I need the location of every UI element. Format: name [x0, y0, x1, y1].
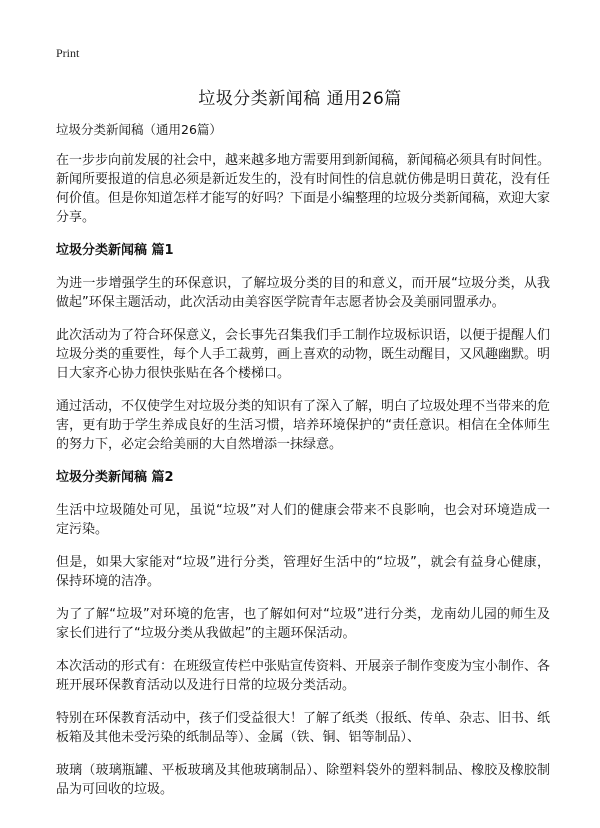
paragraph: 通过活动，不仅使学生对垃圾分类的知识有了深入了解，明白了垃圾处理不当带来的危害，更有助于学生养成良好的生活习惯，培养环境保护的“责任意识。相信在全体师生的努力下，必定会给美丽的大自然增添一抹绿意。 [56, 399, 551, 452]
article-body [56, 121, 550, 813]
intro-paragraph: 在一步步向前发展的社会中，越来越多地方需要用到新闻稿，新闻稿必须具有时间性。新闻所要报道的信息必须是新近发生的，没有时间性的信息就仿佛是明日黄花，没有任何价值。但是你知道怎样才能写的好吗？下面是小编整理的垃圾分类新闻稿，欢迎大家分享。 [56, 153, 551, 225]
paragraph: 为进一步增强学生的环保意识，了解垃圾分类的目的和意义，而开展“垃圾分类，从我做起”环保主题活动，此次活动由美容医学院青年志愿者协会及美丽同盟承办。 [56, 276, 550, 310]
section-heading-1: 垃圾分类新闻稿 篇1 [56, 243, 174, 258]
paragraph: 本次活动的形式有：在班级宣传栏中张贴宣传资料、开展亲子制作变废为宝小制作、各班开展环保教育活动以及进行日常的垃圾分类活动。 [56, 659, 551, 693]
paragraph: 为了了解“垃圾”对环境的危害，也了解如何对“垃圾”进行分类，龙南幼儿园的师生及家长们进行了“垃圾分类从我做起”的主题环保活动。 [56, 607, 550, 641]
paragraph: 此次活动为了符合环保意义，会长事先召集我们手工制作垃圾标识语，以便于提醒人们垃圾分类的重要性，每个人手工裁剪，画上喜欢的动物，既生动醒目，又风趣幽默。明日大家齐心协力很快张贴在各个楼梯口。 [56, 328, 551, 381]
page-title: 垃圾分类新闻稿 通用26篇 [198, 89, 402, 109]
print-link[interactable]: Print [56, 46, 80, 60]
paragraph: 生活中垃圾随处可见，虽说“垃圾”对人们的健康会带来不良影响，也会对环境造成一定污染。 [56, 503, 550, 537]
subtitle: 垃圾分类新闻稿（通用26篇） [56, 122, 222, 137]
paragraph: 玻璃（玻璃瓶罐、平板玻璃及其他玻璃制品）、除塑料袋外的塑料制品、橡胶及橡胶制品为可回收的垃圾。 [56, 763, 550, 797]
paragraph: 但是，如果大家能对“垃圾”进行分类，管理好生活中的“垃圾”，就会有益身心健康，保持环境的洁净。 [56, 555, 550, 589]
paragraph: 特别在环保教育活动中，孩子们受益很大！了解了纸类（报纸、传单、杂志、旧书、纸板箱及其他未受污染的纸制品等）、金属（铁、铜、铝等制品）、 [56, 711, 551, 745]
section-heading-2: 垃圾分类新闻稿 篇2 [56, 470, 174, 485]
